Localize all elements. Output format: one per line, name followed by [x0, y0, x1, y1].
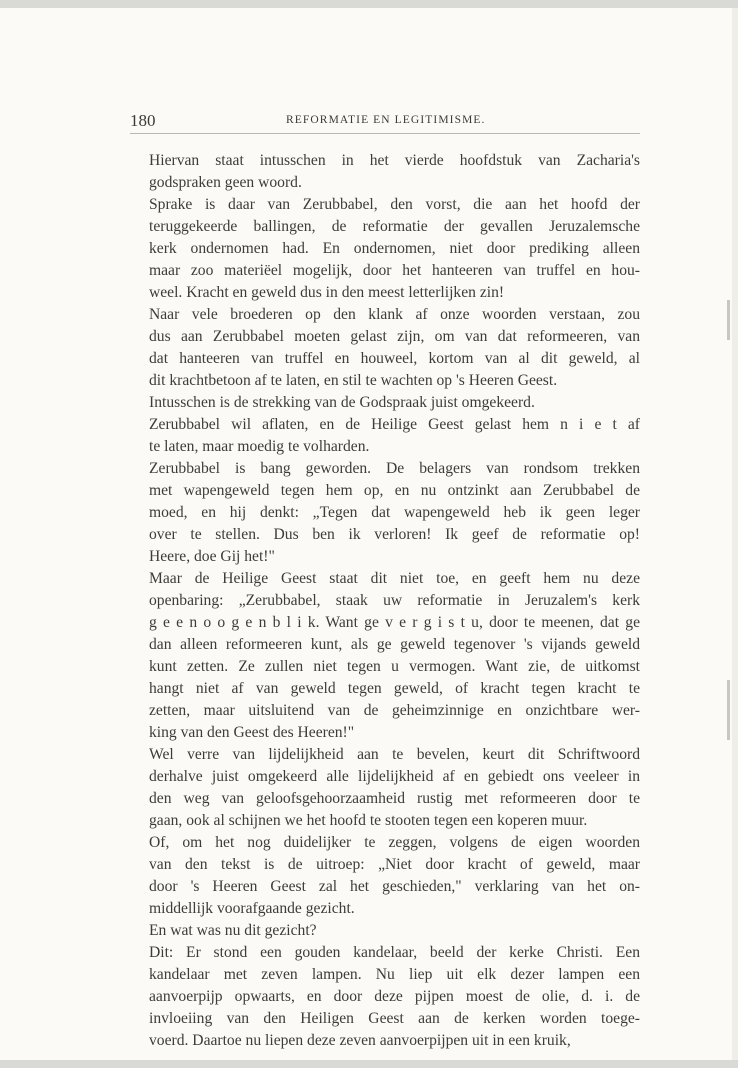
paragraph [130, 744, 640, 832]
paragraph [130, 942, 640, 1052]
text-line: dan alleen reformeeren kunt, als ge geweld tegenover 's vijands geweld [149, 636, 640, 653]
text-line: invloeiing van den Heiligen Geest aan de kerken worden toege- [149, 1010, 640, 1027]
text-line: van den tekst is de uitroep: „Niet door kracht of geweld, maar [149, 856, 640, 873]
text-line: weel. Kracht en geweld dus in den meest letterlijken zin! [149, 284, 505, 301]
text-line: king van den Geest des Heeren!" [149, 724, 355, 741]
text-line: voerd. Daartoe nu liepen deze zeven aanvoerpijpen uit in een kruik, [149, 1032, 571, 1049]
text-line: aanvoerpijp opwaarts, en door deze pijpen moest de olie, d. i. de [149, 988, 640, 1005]
header-rule [130, 133, 640, 134]
text-line: kunt zetten. Ze zullen niet tegen u vermogen. Want zie, de uitkomst [149, 658, 640, 675]
paragraph [130, 150, 640, 194]
body-text [130, 150, 640, 1052]
text-line: Hiervan staat intusschen in het vierde hoofdstuk van Zacharia's [149, 152, 640, 169]
text-line: Intusschen is de strekking van de Godspraak juist omgekeerd. [149, 394, 535, 411]
text-line: dus aan Zerubbabel moeten gelast zijn, om van dat reformeeren, van [149, 328, 640, 345]
text-line: kandelaar met zeven lampen. Nu liep uit elk dezer lampen een [149, 966, 640, 983]
paragraph [130, 392, 640, 414]
text-line: En wat was nu dit gezicht? [149, 922, 317, 939]
text-line: Maar de Heilige Geest staat dit niet toe, en geeft hem nu deze [149, 570, 640, 587]
text-line: zetten, maar uitsluitend van de geheimzinnige en onzichtbare wer- [149, 702, 640, 719]
paragraph [130, 414, 640, 458]
paragraph [130, 920, 640, 942]
page-number: 180 [130, 111, 156, 130]
text-line: Dit: Er stond een gouden kandelaar, beeld der kerke Christi. Een [149, 944, 640, 961]
text-line: kerk ondernomen had. En ondernomen, niet door prediking alleen [149, 240, 640, 257]
page-edge-mark [727, 680, 730, 740]
text-line: gaan, ook al schijnen we het hoofd te stooten tegen een koperen muur. [149, 812, 588, 829]
page-header [130, 111, 640, 133]
paragraph [130, 304, 640, 392]
text-line: Zerubbabel is bang geworden. De belagers van rondsom trekken [149, 460, 640, 477]
text-line: Heere, doe Gij het!" [149, 548, 275, 565]
page-edge [732, 8, 738, 1060]
text-line: dit krachtbetoon af te laten, en stil te wachten op 's Heeren Geest. [149, 372, 558, 389]
text-line: te laten, maar moedig te volharden. [149, 438, 370, 455]
text-line: derhalve juist omgekeerd alle lijdelijkheid af en gebiedt ons veeleer in [149, 768, 640, 785]
text-line: Zerubbabel wil aflaten, en de Heilige Geest gelast hem n i e t af [149, 416, 640, 433]
text-line: met wapengeweld tegen hem op, en nu ontzinkt aan Zerubbabel de [149, 482, 640, 499]
text-line: door 's Heeren Geest zal het geschieden," verklaring van het on- [149, 878, 640, 895]
text-line: Of, om het nog duidelijker te zeggen, volgens de eigen woorden [149, 834, 640, 851]
paragraph [130, 832, 640, 920]
paragraph [130, 194, 640, 304]
page-edge-mark [727, 300, 730, 340]
text-line: dat hanteeren van truffel en houweel, kortom van al dit geweld, al [149, 350, 640, 367]
text-line: maar zoo materiëel mogelijk, door het hanteeren van truffel en hou- [149, 262, 640, 279]
running-title: REFORMATIE EN LEGITIMISME. [286, 114, 486, 126]
text-line: den weg van geloofsgehoorzaamheid rustig met reformeeren door te [149, 790, 640, 807]
text-line: Naar vele broederen op den klank af onze woorden verstaan, zou [149, 306, 640, 323]
text-line: moed, en hij denkt: „Tegen dat wapengeweld heb ik geen leger [149, 504, 640, 521]
text-line: Wel verre van lijdelijkheid aan te bevelen, keurt dit Schriftwoord [149, 746, 640, 763]
text-line: g e e n o o g e n b l i k. Want ge v e r g i s t u, door te meenen, dat ge [149, 614, 640, 631]
text-line: teruggekeerde ballingen, de reformatie der gevallen Jeruzalemsche [149, 218, 640, 235]
text-line: hangt niet af van geweld tegen geweld, of kracht tegen kracht te [149, 680, 640, 697]
paragraph [130, 568, 640, 744]
text-line: godspraken geen woord. [149, 174, 302, 191]
text-line: middellijk voorafgaande gezicht. [149, 900, 355, 917]
text-line: over te stellen. Dus ben ik verloren! Ik geef de reformatie op! [149, 526, 640, 543]
paragraph [130, 458, 640, 568]
text-line: openbaring: „Zerubbabel, staak uw reformatie in Jeruzalem's kerk [149, 592, 640, 609]
text-line: Sprake is daar van Zerubbabel, den vorst, die aan het hoofd der [149, 196, 640, 213]
